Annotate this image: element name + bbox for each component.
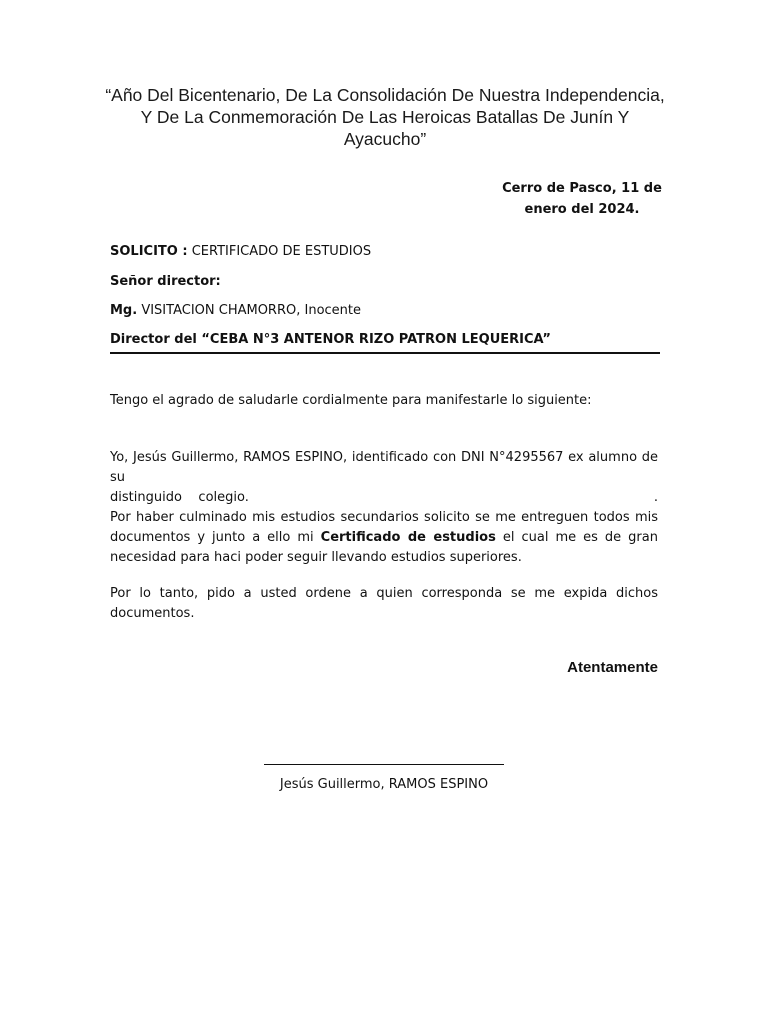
greeting-paragraph: Tengo el agrado de saludarle cordialmente para manifestarle lo siguiente: (110, 393, 592, 408)
paragraph-text: distinguido colegio. (110, 490, 249, 505)
closing-salutation: Atentamente (567, 659, 658, 676)
paragraph-text: Por haber culminado mis estudios secundarios solicito se me entreguen todos mis documentos y junto a ello mi (110, 510, 658, 545)
trailing-dot: . (653, 490, 658, 505)
solicito-row (110, 243, 371, 261)
salutation (110, 273, 221, 291)
salutation-text: Señor director: (110, 274, 221, 289)
closing-paragraph: Por lo tanto, pido a usted ordene a quien corresponda se me expida dichos documentos. (110, 586, 658, 621)
director-name-row (110, 302, 361, 320)
director-role: Director del “CEBA N°3 ANTENOR RIZO PATRON LEQUERICA” (110, 331, 660, 354)
paragraph-line (110, 488, 658, 508)
motto-line: Y De La Conmemoración De Las Heroicas Batallas De Junín Y (140, 107, 630, 127)
official-year-motto (100, 84, 670, 150)
paragraph-text: el cual me es de gran necesidad para haci poder seguir llevando estudios superiores. (110, 530, 658, 565)
director-name: VISITACION CHAMORRO, Inocente (141, 303, 362, 318)
motto-line: “Año Del Bicentenario, De La Consolidación De Nuestra Independencia, (105, 85, 665, 105)
request-paragraph (110, 508, 658, 568)
solicito-label: SOLICITO : (110, 244, 188, 259)
date-line: enero del 2024. (524, 202, 640, 217)
signer-name: Jesús Guillermo, RAMOS ESPINO (279, 777, 489, 792)
certificate-emphasis: Certificado de estudios (320, 530, 496, 545)
title-prefix: Mg. (110, 303, 138, 318)
motto-line: Ayacucho” (343, 129, 427, 149)
place-date (480, 178, 684, 220)
solicito-value: CERTIFICADO DE ESTUDIOS (191, 244, 372, 259)
date-line: Cerro de Pasco, 11 de (502, 181, 662, 196)
paragraph-line: Yo, Jesús Guillermo, RAMOS ESPINO, identificado con DNI N°4295567 ex alumno de su (110, 450, 658, 485)
identification-paragraph (110, 448, 658, 568)
signature-line (264, 764, 504, 765)
